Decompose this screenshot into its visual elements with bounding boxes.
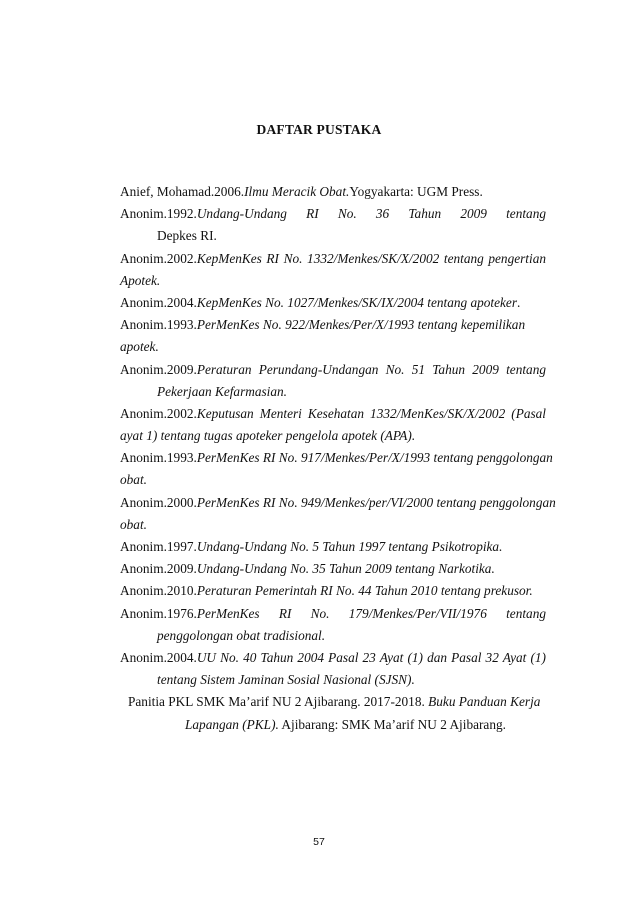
reference-entry xyxy=(120,536,546,558)
ref-title: Peraturan Perundang-Undangan No. 51 Tahun 2009 tentang xyxy=(196,361,546,377)
reference-entry xyxy=(120,447,553,491)
ref-continuation: Apotek. xyxy=(120,272,161,288)
ref-title: PerMenKes RI No. 917/Menkes/Per/X/1993 tentang penggolongan xyxy=(196,450,553,466)
ref-title: Peraturan Pemerintah RI No. 44 Tahun 2010 tentang prekusor. xyxy=(196,583,533,599)
ref-author-year: Anonim.2009. xyxy=(120,361,197,377)
ref-author-year: Anonim.1997. xyxy=(120,539,197,554)
ref-title: PerMenKes No. 922/Menkes/Per/X/1993 tentang kepemilikan xyxy=(196,317,526,333)
ref-author-year: Anonim.2010. xyxy=(120,583,197,599)
ref-author-year: Anonim.2004. xyxy=(120,649,197,665)
reference-entry xyxy=(120,248,546,292)
ref-continuation: tentang Sistem Jaminan Sosial Nasional (SJSN). xyxy=(157,672,415,688)
ref-publisher: Yogyakarta: UGM Press. xyxy=(349,184,483,199)
reference-entry: Anonim.2004.KepMenKes No. 1027/Menkes/SK/IX/2004 tentang apoteker. xyxy=(120,294,521,310)
ref-author-year: Panitia PKL SMK Ma’arif NU 2 Ajibarang. 2017-2018. xyxy=(128,694,429,710)
page-title: DAFTAR PUSTAKA xyxy=(256,122,382,137)
ref-author-year: Anonim.1993. xyxy=(120,317,197,333)
ref-continuation: obat. xyxy=(120,516,147,532)
ref-continuation: apotek. xyxy=(120,339,159,355)
ref-title: Undang-Undang No. 5 Tahun 1997 tentang Psikotropika. xyxy=(196,539,503,554)
ref-continuation: penggolongan obat tradisional. xyxy=(157,627,326,643)
ref-publisher: Ajibarang: SMK Ma’arif NU 2 Ajibarang. xyxy=(278,716,506,732)
ref-author-year: Anonim.2004. xyxy=(120,294,197,310)
reference-entry xyxy=(120,359,546,403)
ref-continuation: obat. xyxy=(120,472,147,488)
ref-continuation: Pekerjaan Kefarmasian. xyxy=(157,383,287,399)
ref-title: KepMenKes RI No. 1332/Menkes/SK/X/2002 tentang pengertian xyxy=(196,250,546,266)
reference-entry xyxy=(120,603,546,647)
ref-author-year: Anonim.2000. xyxy=(120,494,197,510)
ref-title: Keputusan Menteri Kesehatan 1332/MenKes/SK/X/2002 (Pasal xyxy=(196,405,546,421)
page-number: 57 xyxy=(313,836,325,848)
ref-title: Ilmu Meracik Obat. xyxy=(244,184,350,199)
reference-entry xyxy=(120,580,546,602)
ref-author-year: Anief, Mohamad.2006. xyxy=(120,184,245,199)
ref-title: KepMenKes No. 1027/Menkes/SK/IX/2004 tentang apoteker xyxy=(196,294,517,310)
ref-title: Undang-Undang RI No. 36 Tahun 2009 tentang xyxy=(196,206,546,222)
reference-entry xyxy=(128,691,546,735)
reference-entry xyxy=(120,203,546,247)
ref-author-year: Anonim.2002. xyxy=(120,405,197,421)
ref-title: UU No. 40 Tahun 2004 Pasal 23 Ayat (1) dan Pasal 32 Ayat (1) xyxy=(196,649,546,665)
ref-title: Buku Panduan Kerja xyxy=(428,694,541,710)
reference-entry xyxy=(120,181,546,203)
ref-title: PerMenKes RI No. 179/Menkes/Per/VII/1976 tentang xyxy=(196,605,546,621)
ref-author-year: Anonim.2009. xyxy=(120,561,197,577)
reference-list xyxy=(120,181,556,736)
reference-entry xyxy=(120,647,546,691)
reference-entry xyxy=(120,558,546,580)
ref-continuation: Depkes RI. xyxy=(157,228,217,244)
ref-title-cont: Lapangan (PKL). xyxy=(185,716,279,732)
ref-title: Undang-Undang No. 35 Tahun 2009 tentang Narkotika. xyxy=(196,561,495,577)
ref-author-year: Anonim.2002. xyxy=(120,250,197,266)
reference-entry xyxy=(120,403,546,447)
ref-continuation: ayat 1) tentang tugas apoteker pengelola apotek (APA). xyxy=(120,428,416,444)
ref-title: PerMenKes RI No. 949/Menkes/per/VI/2000 tentang penggolongan xyxy=(196,494,556,510)
reference-entry xyxy=(120,314,546,358)
reference-entry xyxy=(120,492,556,536)
ref-author-year: Anonim.1992. xyxy=(120,206,197,222)
ref-author-year: Anonim.1976. xyxy=(120,605,197,621)
ref-author-year: Anonim.1993. xyxy=(120,450,197,466)
